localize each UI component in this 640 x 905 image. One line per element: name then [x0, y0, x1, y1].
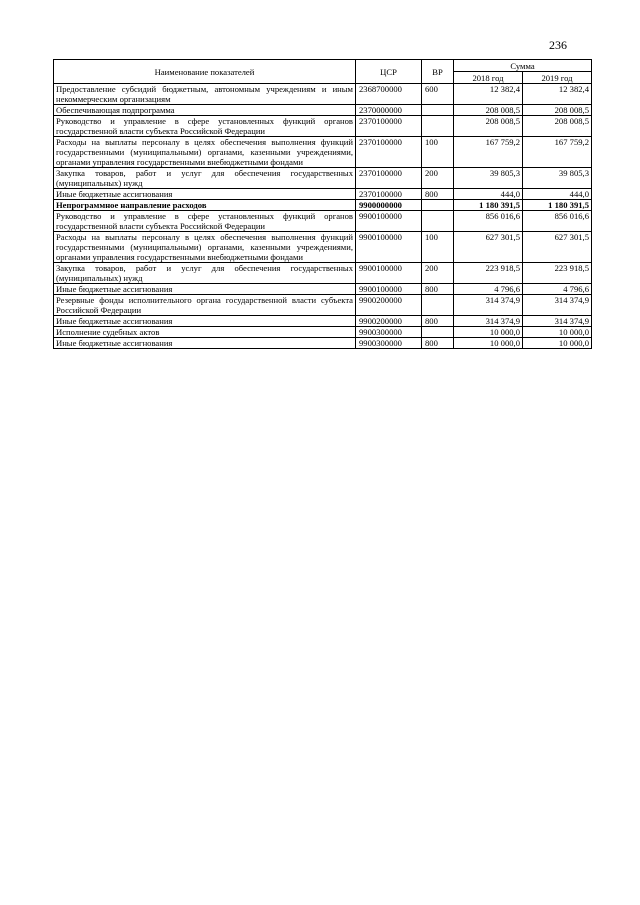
table-row [54, 137, 592, 168]
row-vr-cell [422, 105, 454, 116]
row-vr-cell: 800 [422, 189, 454, 200]
row-sum-2019-cell: 314 374,9 [523, 316, 592, 327]
row-name-cell: Иные бюджетные ассигнования [54, 284, 356, 295]
row-name-cell: Руководство и управление в сфере установленных функций органов государственной власти субъекта Российской Федерации [54, 211, 356, 232]
row-csr-cell: 2370100000 [356, 137, 422, 168]
table-row [54, 84, 592, 105]
row-sum-2018-cell: 12 382,4 [454, 84, 523, 105]
header-year-2018: 2018 год [454, 72, 523, 84]
row-sum-2018-cell: 1 180 391,5 [454, 200, 523, 211]
table-row [54, 327, 592, 338]
row-vr-cell: 800 [422, 316, 454, 327]
row-name-cell: Обеспечивающая подпрограмма [54, 105, 356, 116]
row-name-cell: Непрограммное направление расходов [54, 200, 356, 211]
row-vr-cell: 800 [422, 338, 454, 349]
row-sum-2019-cell: 12 382,4 [523, 84, 592, 105]
row-sum-2019-cell: 208 008,5 [523, 116, 592, 137]
table-row [54, 295, 592, 316]
row-name-cell: Исполнение судебных актов [54, 327, 356, 338]
table-row [54, 316, 592, 327]
row-sum-2018-cell: 627 301,5 [454, 232, 523, 263]
row-csr-cell: 9900100000 [356, 263, 422, 284]
row-csr-cell: 9900000000 [356, 200, 422, 211]
row-csr-cell: 9900100000 [356, 211, 422, 232]
row-sum-2019-cell: 444,0 [523, 189, 592, 200]
row-sum-2018-cell: 314 374,9 [454, 316, 523, 327]
row-sum-2018-cell: 39 805,3 [454, 168, 523, 189]
table-row [54, 168, 592, 189]
row-csr-cell: 2370000000 [356, 105, 422, 116]
row-vr-cell: 200 [422, 263, 454, 284]
row-vr-cell [422, 327, 454, 338]
row-csr-cell: 2370100000 [356, 116, 422, 137]
row-sum-2019-cell: 1 180 391,5 [523, 200, 592, 211]
row-sum-2019-cell: 10 000,0 [523, 338, 592, 349]
row-csr-cell: 9900200000 [356, 295, 422, 316]
table-header [54, 60, 592, 84]
row-sum-2018-cell: 4 796,6 [454, 284, 523, 295]
row-sum-2018-cell: 10 000,0 [454, 338, 523, 349]
row-sum-2018-cell: 223 918,5 [454, 263, 523, 284]
header-name: Наименование показателей [54, 60, 356, 84]
row-name-cell: Предоставление субсидий бюджетным, автономным учреждениям и иным некоммерческим организациям [54, 84, 356, 105]
row-csr-cell: 2370100000 [356, 189, 422, 200]
row-sum-2018-cell: 856 016,6 [454, 211, 523, 232]
row-sum-2018-cell: 208 008,5 [454, 116, 523, 137]
row-name-cell: Расходы на выплаты персоналу в целях обеспечения выполнения функций государственными (муниципальными) органами, казенными учреждениями, органами управления государственными внебюджетными фондами [54, 232, 356, 263]
row-csr-cell: 9900200000 [356, 316, 422, 327]
header-csr: ЦСР [356, 60, 422, 84]
row-name-cell: Закупка товаров, работ и услуг для обеспечения государственных (муниципальных) нужд [54, 168, 356, 189]
table-row [54, 338, 592, 349]
row-csr-cell: 9900300000 [356, 327, 422, 338]
row-sum-2019-cell: 208 008,5 [523, 105, 592, 116]
row-name-cell: Резервные фонды исполнительного органа государственной власти субъекта Российской Федерации [54, 295, 356, 316]
row-sum-2019-cell: 314 374,9 [523, 295, 592, 316]
row-vr-cell: 100 [422, 232, 454, 263]
table-row [54, 263, 592, 284]
row-name-cell: Иные бюджетные ассигнования [54, 316, 356, 327]
row-csr-cell: 2370100000 [356, 168, 422, 189]
row-sum-2019-cell: 167 759,2 [523, 137, 592, 168]
row-sum-2019-cell: 10 000,0 [523, 327, 592, 338]
row-vr-cell [422, 211, 454, 232]
row-vr-cell: 200 [422, 168, 454, 189]
row-vr-cell [422, 295, 454, 316]
row-vr-cell: 600 [422, 84, 454, 105]
row-vr-cell [422, 200, 454, 211]
row-sum-2018-cell: 208 008,5 [454, 105, 523, 116]
row-name-cell: Иные бюджетные ассигнования [54, 338, 356, 349]
row-sum-2019-cell: 223 918,5 [523, 263, 592, 284]
row-name-cell: Расходы на выплаты персоналу в целях обеспечения выполнения функций государственными (муниципальными) органами, казенными учреждениями, органами управления государственными внебюджетными фондами [54, 137, 356, 168]
row-name-cell: Закупка товаров, работ и услуг для обеспечения государственных (муниципальных) нужд [54, 263, 356, 284]
row-csr-cell: 9900100000 [356, 232, 422, 263]
header-year-2019: 2019 год [523, 72, 592, 84]
budget-table [53, 59, 592, 349]
row-sum-2019-cell: 4 796,6 [523, 284, 592, 295]
row-vr-cell [422, 116, 454, 137]
table-row [54, 232, 592, 263]
row-csr-cell: 9900300000 [356, 338, 422, 349]
table-row [54, 105, 592, 116]
table-row [54, 116, 592, 137]
table-row [54, 211, 592, 232]
row-name-cell: Руководство и управление в сфере установленных функций органов государственной власти субъекта Российской Федерации [54, 116, 356, 137]
table-row [54, 189, 592, 200]
table-row [54, 200, 592, 211]
row-csr-cell: 9900100000 [356, 284, 422, 295]
row-sum-2018-cell: 314 374,9 [454, 295, 523, 316]
header-sum: Сумма [454, 60, 592, 72]
table-body [54, 84, 592, 349]
table-row [54, 284, 592, 295]
row-name-cell: Иные бюджетные ассигнования [54, 189, 356, 200]
row-sum-2019-cell: 856 016,6 [523, 211, 592, 232]
header-vr: ВР [422, 60, 454, 84]
row-sum-2018-cell: 444,0 [454, 189, 523, 200]
row-sum-2018-cell: 10 000,0 [454, 327, 523, 338]
row-vr-cell: 800 [422, 284, 454, 295]
row-csr-cell: 2368700000 [356, 84, 422, 105]
row-sum-2018-cell: 167 759,2 [454, 137, 523, 168]
row-sum-2019-cell: 39 805,3 [523, 168, 592, 189]
page-number: 236 [549, 38, 567, 52]
row-sum-2019-cell: 627 301,5 [523, 232, 592, 263]
row-vr-cell: 100 [422, 137, 454, 168]
